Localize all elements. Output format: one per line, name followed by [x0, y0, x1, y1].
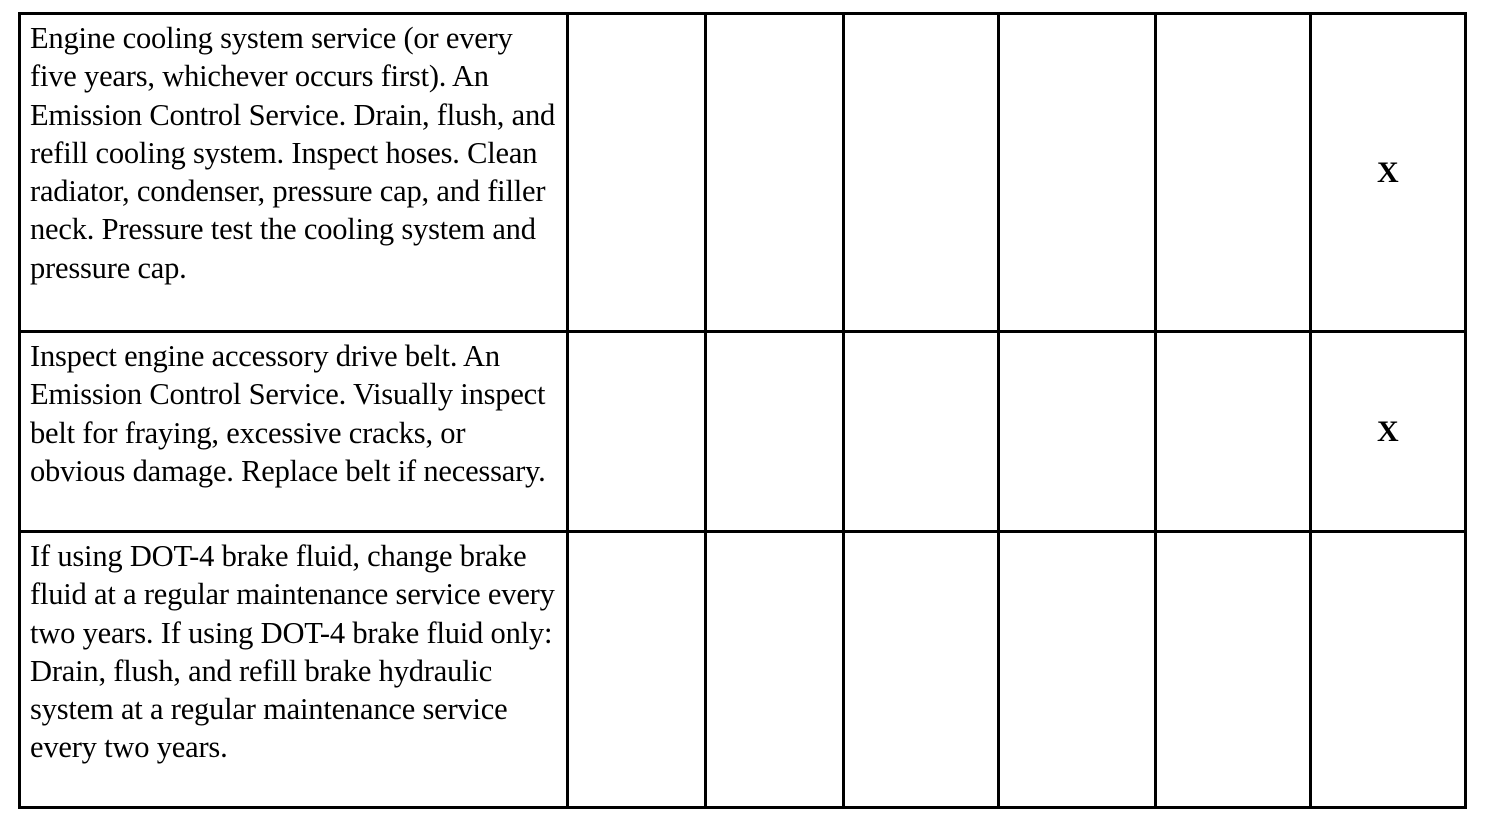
- interval-cell: [999, 332, 1155, 532]
- interval-cell: [567, 532, 705, 808]
- service-description: If using DOT-4 brake fluid, change brake fluid at a regular maintenance service every two years. If using DOT-4 brake fluid only: Drain, flush, and refill brake hydraulic system at a regular maintenance service every two years.: [20, 532, 568, 808]
- interval-cell: [1310, 532, 1465, 808]
- table-row: [20, 332, 1466, 532]
- interval-cell: [567, 332, 705, 532]
- interval-cell: [999, 532, 1155, 808]
- interval-cell: [844, 532, 999, 808]
- interval-cell: [705, 14, 843, 332]
- interval-cell: [999, 14, 1155, 332]
- service-description: Engine cooling system service (or every five years, whichever occurs first). An Emission Control Service. Drain, flush, and refill cooling system. Inspect hoses. Clean radiator, condenser, pressure cap, and filler neck. Pressure test the cooling system and pressure cap.: [20, 14, 568, 332]
- interval-cell: [844, 332, 999, 532]
- service-description: Inspect engine accessory drive belt. An Emission Control Service. Visually inspect belt for fraying, excessive cracks, or obvious damage. Replace belt if necessary.: [20, 332, 568, 532]
- interval-cell: [844, 14, 999, 332]
- interval-cell: [567, 14, 705, 332]
- interval-cell: [705, 532, 843, 808]
- interval-cell: [1155, 532, 1310, 808]
- table-row: [20, 14, 1466, 332]
- interval-cell: [1155, 332, 1310, 532]
- interval-cell: [705, 332, 843, 532]
- maintenance-schedule-table: [18, 12, 1467, 809]
- interval-cell: X: [1310, 332, 1465, 532]
- interval-cell: X: [1310, 14, 1465, 332]
- interval-cell: [1155, 14, 1310, 332]
- table-row: [20, 532, 1466, 808]
